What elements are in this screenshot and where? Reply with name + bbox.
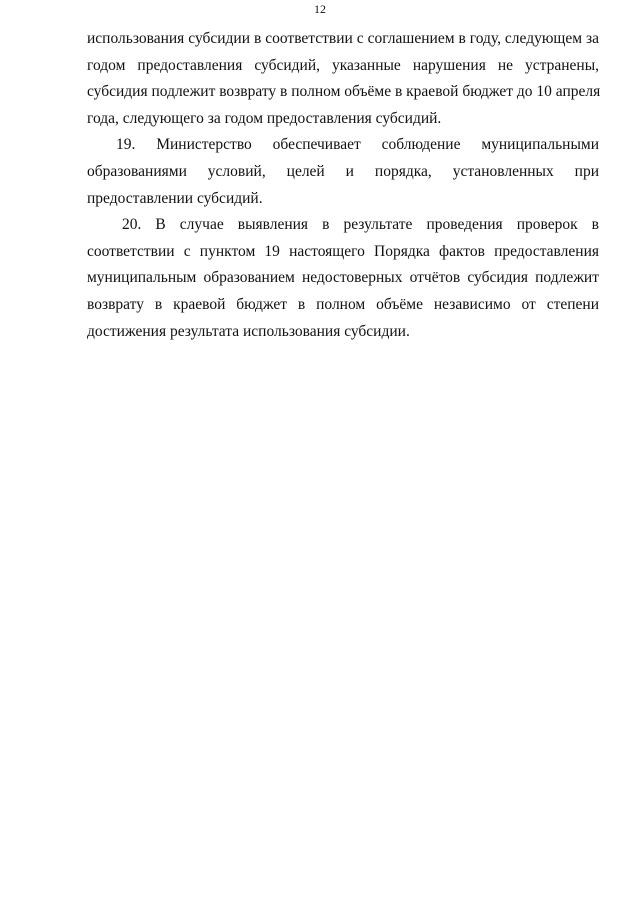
text-line-2: годом предоставления субсидий, указанные нарушения не устранены, xyxy=(87,56,599,74)
page-number: 12 xyxy=(314,2,326,16)
paragraph-20-line-5: достижения результата использования субсидии. xyxy=(87,322,410,340)
text-line-1: использования субсидии в соответствии с соглашением в году, следующем за xyxy=(87,30,599,47)
paragraph-19-line-3: предоставлении субсидий. xyxy=(87,189,263,207)
text-line-4: года, следующего за годом предоставления субсидий. xyxy=(87,109,442,127)
paragraph-20-line-4: возврату в краевой бюджет в полном объёме независимо от степени xyxy=(87,295,599,313)
paragraph-20-line-1: 20. В случае выявления в результате проведения проверок в xyxy=(122,216,599,234)
document-body xyxy=(87,26,599,345)
paragraph-20-line-3: муниципальным образованием недостоверных отчётов субсидия подлежит xyxy=(87,269,599,287)
text-line-3: субсидия подлежит возврату в полном объёме в краевой бюджет до 10 апреля xyxy=(87,83,601,101)
paragraph-19-line-1: 19. Министерство обеспечивает соблюдение муниципальными xyxy=(116,136,599,154)
paragraph-19-line-2: образованиями условий, целей и порядка, установленных при xyxy=(87,162,599,180)
paragraph-20-line-2: соответствии с пунктом 19 настоящего Порядка фактов предоставления xyxy=(87,242,599,260)
